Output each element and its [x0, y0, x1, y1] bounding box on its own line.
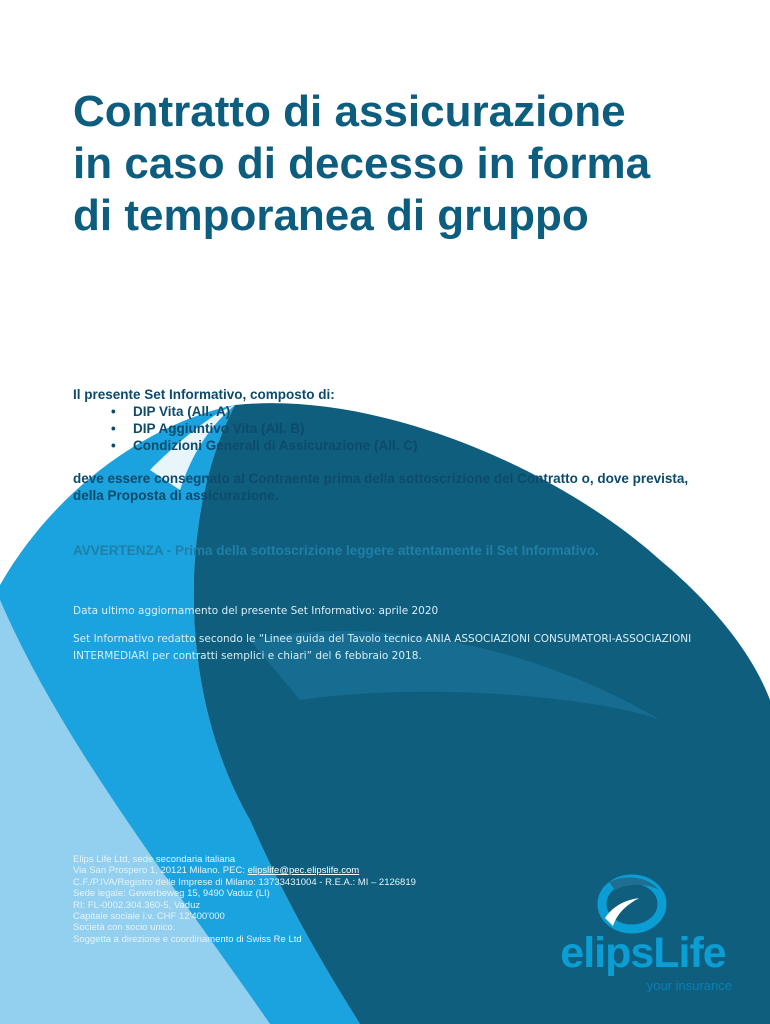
company-sole-partner: Società con socio unico.	[73, 922, 176, 934]
delivery-notice: deve essere consegnato al Contraente prima della sottoscrizione del Contratto o, dove prevista, della Proposta di assicurazione.	[73, 471, 689, 503]
title-line: di temporanea di gruppo	[73, 191, 589, 240]
company-info	[73, 854, 493, 945]
document-list	[73, 403, 693, 454]
pec-email-link[interactable]: elipslife@pec.elipslife.com	[247, 865, 360, 877]
document-title	[73, 86, 733, 242]
logo-wordmark: elipsLife	[560, 929, 726, 977]
set-informativo-intro	[73, 386, 693, 504]
elipslife-logo	[548, 870, 738, 1000]
last-update-note: Data ultimo aggiornamento del presente Set Informativo: aprile 2020	[73, 605, 439, 617]
list-item: • DIP Vita (All. A)	[73, 403, 693, 420]
list-item: • Condizioni Generali di Assicurazione (All. C)	[73, 437, 693, 454]
list-item: • DIP Aggiuntivo Vita (All. B)	[73, 420, 693, 437]
warning-notice: AVVERTENZA - Prima della sottoscrizione leggere attentamente il Set Informativo.	[73, 543, 599, 558]
company-control: Soggetta a direzione e coordinamento di Swiss Re Ltd	[73, 933, 302, 945]
company-ri: RI: FL-0002.304.360-5, Vaduz	[73, 899, 201, 911]
guidelines-note: Set Informativo redatto secondo le “Linee guida del Tavolo tecnico ANIA ASSOCIAZIONI CONSUMATORI-ASSOCIAZIONI INTERMEDIARI per contratti semplici e chiari” del 6 febbraio 2018.	[73, 633, 692, 662]
company-legal-seat: Sede legale: Gewerbeweg 15, 9490 Vaduz (LI)	[73, 888, 270, 900]
intro-lead: Il presente Set Informativo, composto di:	[73, 387, 335, 402]
company-registry: C.F./P.IVA/Registro delle Imprese di Milano: 13733431004 - R.E.A.: MI – 2126819	[73, 876, 416, 888]
company-address: Via San Prospero 1, 20121 Milano. PEC: elipslife@pec.elipslife.com	[73, 865, 360, 877]
title-line: in caso di decesso in forma	[73, 139, 651, 188]
company-name: Elips Life Ltd, sede secondaria italiana	[73, 854, 236, 865]
company-capital: Capitale sociale i.v. CHF 12'400'000	[73, 911, 225, 923]
logo-ring-icon	[595, 870, 669, 934]
title-line: Contratto di assicurazione	[73, 87, 626, 136]
logo-tagline: your insurance	[646, 978, 732, 993]
